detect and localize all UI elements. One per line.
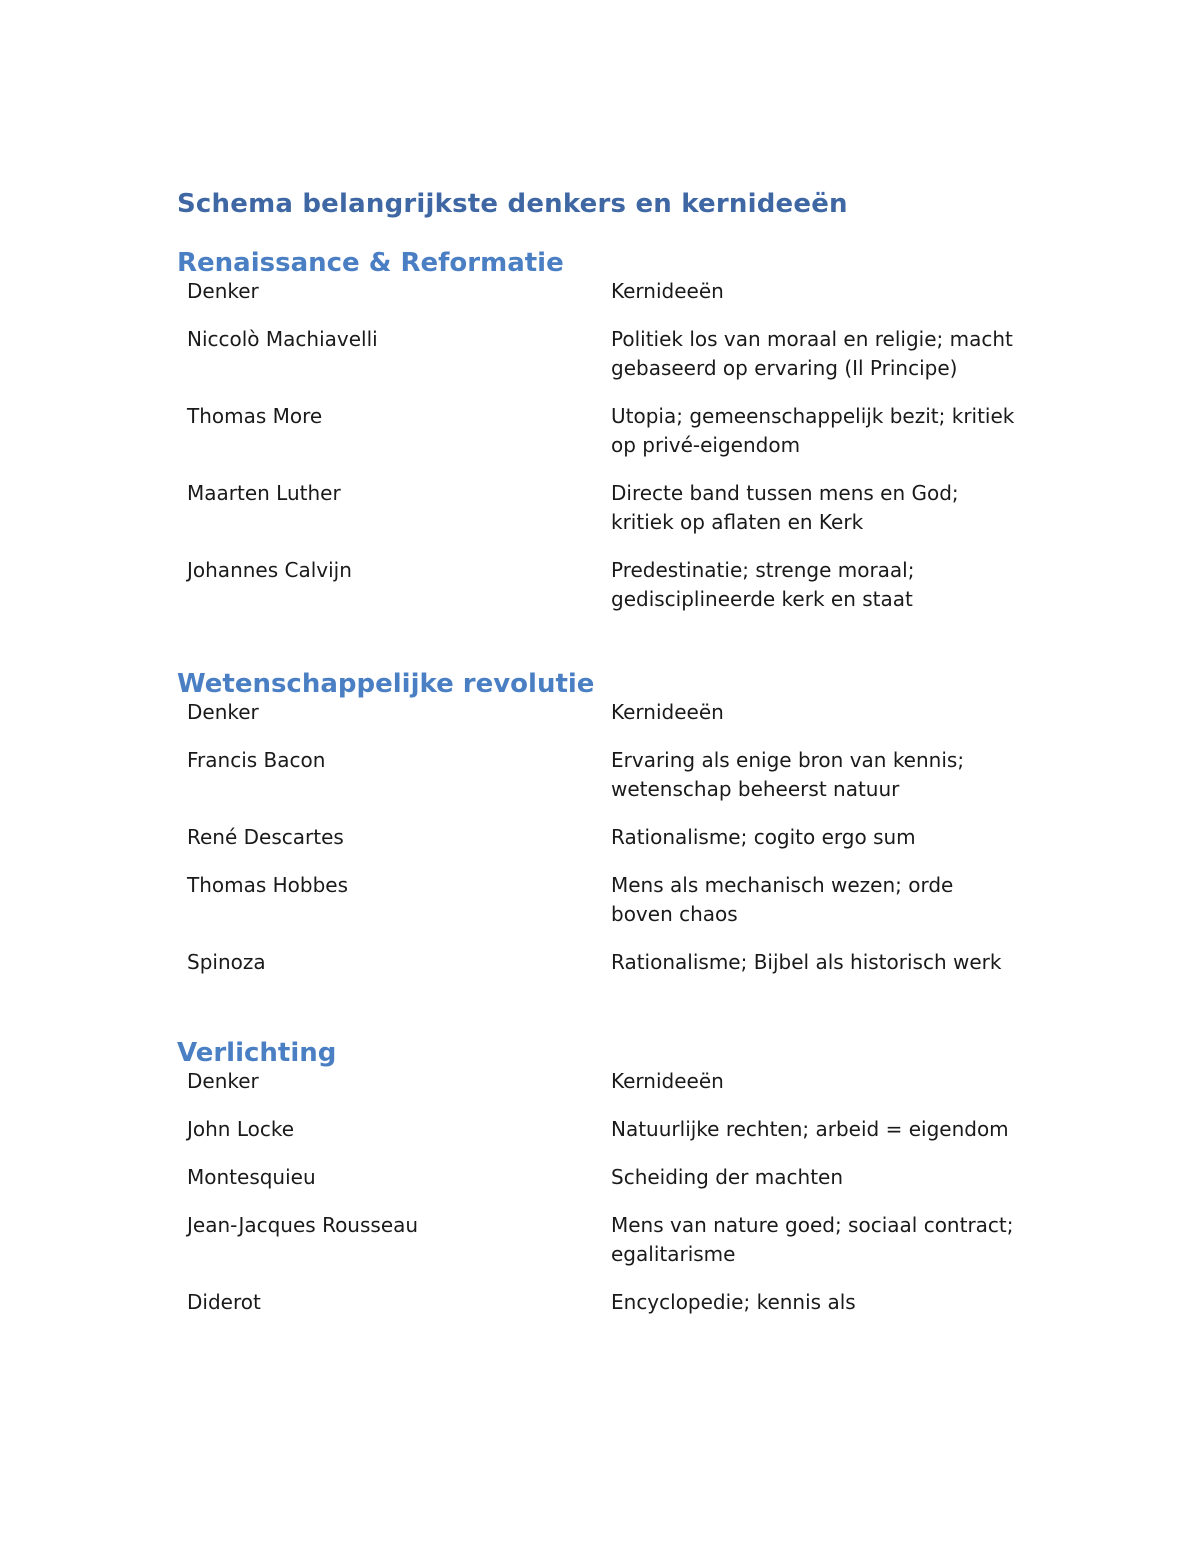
thinkers-table (187, 698, 1027, 996)
thinker-idea: Utopia; gemeenschappelijk bezit; kritiek op privé-eigendom (611, 404, 1015, 457)
thinker-name: Francis Bacon (187, 748, 326, 772)
section-verlichting (177, 1036, 1037, 1336)
thinker-name: Thomas Hobbes (187, 873, 349, 897)
thinker-name: Thomas More (187, 404, 323, 428)
thinker-name: Spinoza (187, 950, 266, 974)
thinkers-table (187, 277, 1027, 633)
document-title: Schema belangrijkste denkers en kernideeën (177, 189, 848, 219)
section-heading: Wetenschappelijke revolutie (177, 669, 595, 699)
thinker-name: Diderot (187, 1290, 261, 1314)
thinker-idea: Directe band tussen mens en God; kritiek op aflaten en Kerk (611, 481, 959, 534)
table-row (187, 1211, 1027, 1288)
table-row (187, 325, 1027, 402)
section-renaissance-reformatie (177, 246, 1037, 633)
section-wetenschappelijke-revolutie (177, 667, 1037, 996)
column-header-kernideeen: Kernideeën (611, 700, 724, 724)
thinker-idea: Scheiding der machten (611, 1165, 844, 1189)
column-header-kernideeen: Kernideeën (611, 1069, 724, 1093)
document-page (177, 186, 1037, 1336)
table-row (187, 1163, 1027, 1211)
thinker-idea: Predestinatie; strenge moraal; gedisciplineerde kerk en staat (611, 558, 915, 611)
thinker-idea: Politiek los van moraal en religie; macht gebaseerd op ervaring (Il Principe) (611, 327, 1013, 380)
table-row (187, 1288, 1027, 1336)
thinker-name: Maarten Luther (187, 481, 341, 505)
table-row (187, 746, 1027, 823)
thinker-name: John Locke (187, 1117, 295, 1141)
section-heading: Renaissance & Reformatie (177, 248, 564, 278)
section-heading: Verlichting (177, 1038, 337, 1068)
thinker-idea: Rationalisme; Bijbel als historisch werk (611, 950, 1002, 974)
column-header-kernideeen: Kernideeën (611, 279, 724, 303)
table-header-row (187, 698, 1027, 746)
thinker-idea: Mens van nature goed; sociaal contract; egalitarisme (611, 1213, 1014, 1266)
thinker-idea: Mens als mechanisch wezen; orde boven chaos (611, 873, 954, 926)
thinkers-table (187, 1067, 1027, 1336)
column-header-denker: Denker (187, 1069, 259, 1093)
column-header-denker: Denker (187, 279, 259, 303)
thinker-name: René Descartes (187, 825, 344, 849)
table-header-row (187, 277, 1027, 325)
table-row (187, 823, 1027, 871)
table-row (187, 479, 1027, 556)
thinker-name: Montesquieu (187, 1165, 316, 1189)
table-row (187, 871, 1027, 948)
thinker-idea: Rationalisme; cogito ergo sum (611, 825, 916, 849)
thinker-idea: Natuurlijke rechten; arbeid = eigendom (611, 1117, 1009, 1141)
table-row (187, 556, 1027, 633)
table-header-row (187, 1067, 1027, 1115)
thinker-idea: Ervaring als enige bron van kennis; wetenschap beheerst natuur (611, 748, 965, 801)
column-header-denker: Denker (187, 700, 259, 724)
thinker-name: Niccolò Machiavelli (187, 327, 378, 351)
table-row (187, 402, 1027, 479)
table-row (187, 1115, 1027, 1163)
thinker-idea: Encyclopedie; kennis als (611, 1290, 856, 1314)
table-row (187, 948, 1027, 996)
thinker-name: Jean-Jacques Rousseau (187, 1213, 419, 1237)
thinker-name: Johannes Calvijn (187, 558, 352, 582)
